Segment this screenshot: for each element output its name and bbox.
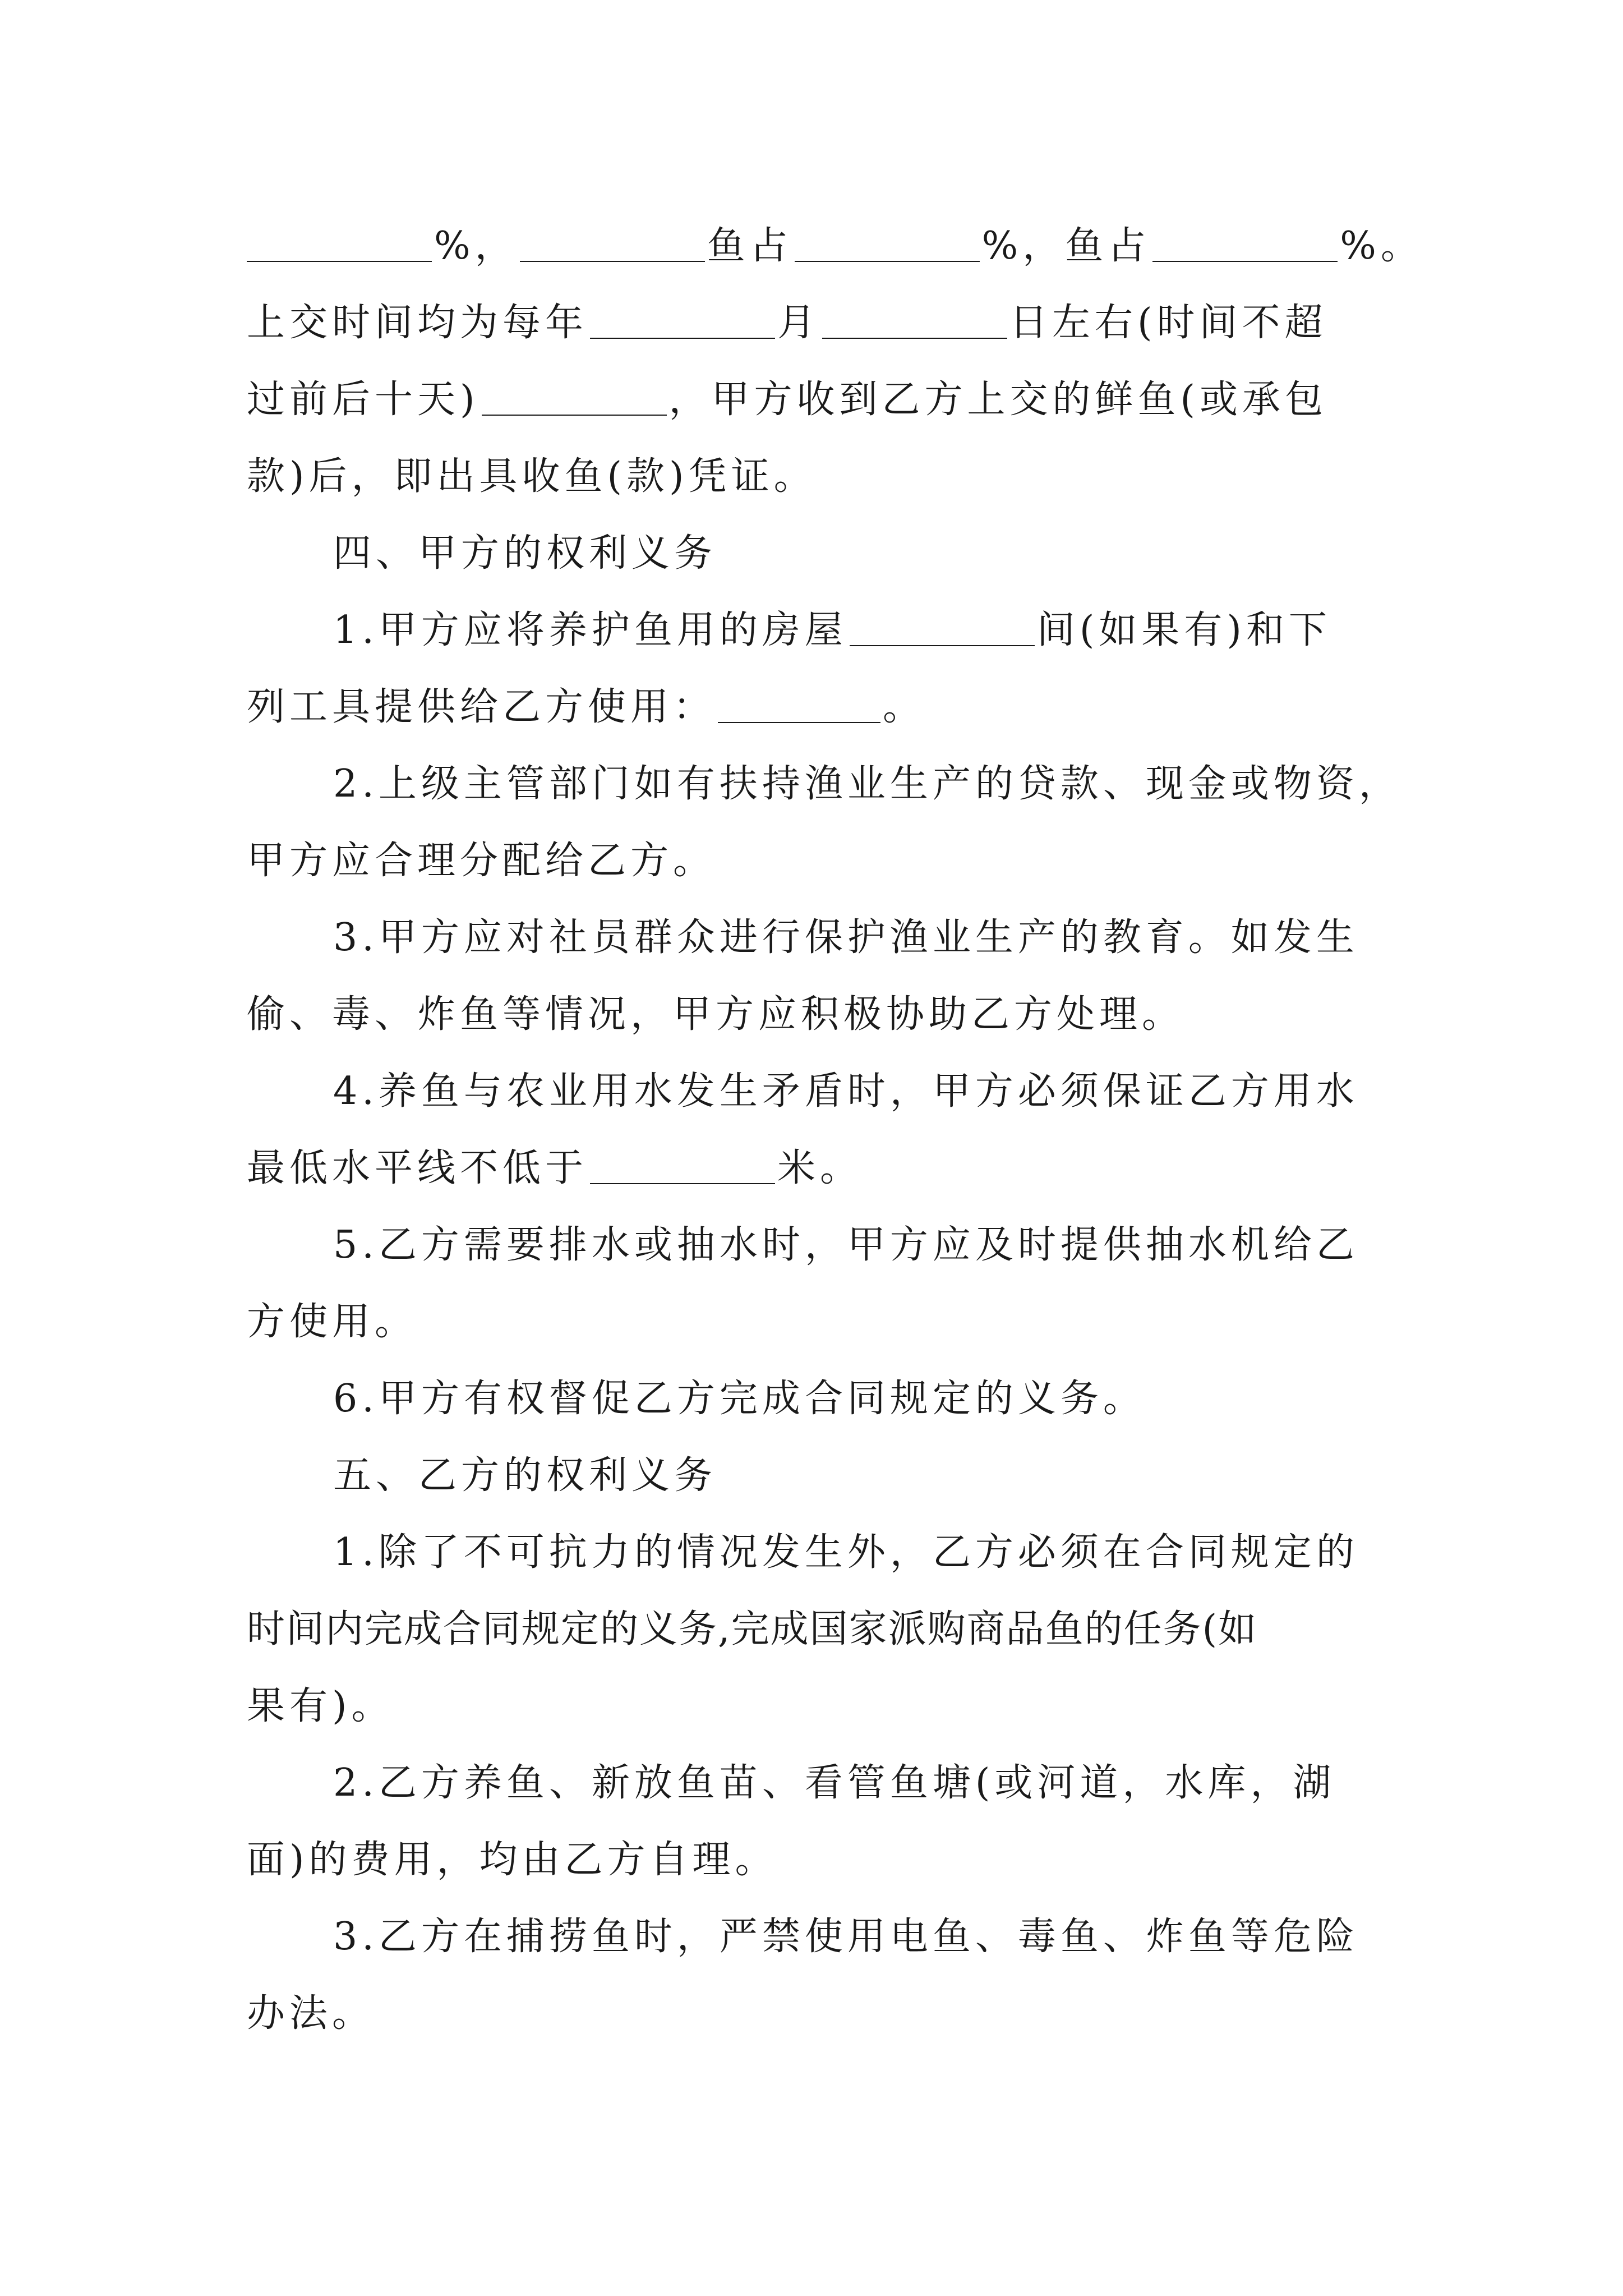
text: %，鱼占 bbox=[981, 224, 1151, 268]
item-5-3-line-2: 办法。 bbox=[247, 1991, 375, 2036]
text: 鱼占 bbox=[707, 224, 792, 268]
text: 。 bbox=[883, 685, 926, 729]
text: %。 bbox=[1340, 224, 1423, 268]
item-4-2-line-2: 甲方应合理分配给乙方。 bbox=[247, 839, 716, 883]
para-top-line-1 bbox=[247, 208, 1423, 284]
item-5-1-line-1: 1.除了不可抗力的情况发生外，乙方必须在合同规定的 bbox=[333, 1530, 1359, 1575]
text: 米。 bbox=[777, 1146, 863, 1190]
text: 最低水平线不低于 bbox=[247, 1146, 588, 1190]
item-4-5-line-2: 方使用。 bbox=[247, 1300, 418, 1344]
item-4-4-line-2 bbox=[247, 1130, 1385, 1207]
text: 间(如果有)和下 bbox=[1036, 608, 1331, 652]
blank-line bbox=[590, 297, 775, 339]
section-4-title: 四、甲方的权利义务 bbox=[333, 531, 717, 576]
text: %， bbox=[434, 224, 518, 268]
blank-line bbox=[1152, 220, 1338, 262]
para-top-line-4: 款)后，即出具收鱼(款)凭证。 bbox=[247, 454, 817, 499]
blank-line bbox=[520, 220, 705, 262]
blank-line bbox=[590, 1143, 775, 1184]
item-4-1-line-1 bbox=[247, 592, 1385, 669]
item-4-5-line-1: 5.乙方需要排水或抽水时，甲方应及时提供抽水机给乙 bbox=[333, 1223, 1359, 1267]
blank-line bbox=[718, 682, 880, 723]
blank-line bbox=[482, 374, 667, 416]
para-top-line-2 bbox=[247, 284, 1385, 361]
item-5-2-line-2: 面)的费用，均由乙方自理。 bbox=[247, 1838, 778, 1882]
document-body bbox=[247, 208, 1423, 2052]
item-4-6: 6.甲方有权督促乙方完成合同规定的义务。 bbox=[333, 1377, 1146, 1421]
text: 列工具提供给乙方使用： bbox=[247, 685, 716, 729]
text: 上交时间均为每年 bbox=[247, 301, 588, 345]
text: 日左右(时间不超 bbox=[1009, 301, 1327, 345]
text: 月 bbox=[777, 301, 820, 345]
item-4-3-line-1: 3.甲方应对社员群众进行保护渔业生产的教育。如发生 bbox=[333, 915, 1359, 960]
item-5-3-line-1: 3.乙方在捕捞鱼时，严禁使用电鱼、毒鱼、炸鱼等危险 bbox=[333, 1915, 1359, 1959]
blank-line bbox=[850, 605, 1035, 646]
item-4-2-line-1: 2.上级主管部门如有扶持渔业生产的贷款、现金或物资， bbox=[333, 762, 1401, 806]
item-4-1-line-2 bbox=[247, 669, 1385, 746]
blank-line bbox=[822, 297, 1007, 339]
blank-line bbox=[247, 220, 432, 262]
item-5-1-line-2: 时间内完成合同规定的义务,完成国家派购商品鱼的任务(如 bbox=[247, 1607, 1258, 1651]
item-4-3-line-2: 偷、毒、炸鱼等情况，甲方应积极协助乙方处理。 bbox=[247, 992, 1185, 1037]
para-top-line-3 bbox=[247, 361, 1385, 438]
section-5-title: 五、乙方的权利义务 bbox=[333, 1453, 717, 1498]
text: 1.甲方应将养护鱼用的房屋 bbox=[333, 608, 847, 652]
item-4-4-line-1: 4.养鱼与农业用水发生矛盾时，甲方必须保证乙方用水 bbox=[333, 1069, 1359, 1114]
text: 过前后十天) bbox=[247, 378, 479, 422]
blank-line bbox=[795, 220, 980, 262]
text: ，甲方收到乙方上交的鲜鱼(或承包 bbox=[668, 378, 1328, 422]
item-5-1-line-3: 果有)。 bbox=[247, 1684, 394, 1728]
item-5-2-line-1: 2.乙方养鱼、新放鱼苗、看管鱼塘(或河道，水库，湖 bbox=[333, 1761, 1336, 1805]
